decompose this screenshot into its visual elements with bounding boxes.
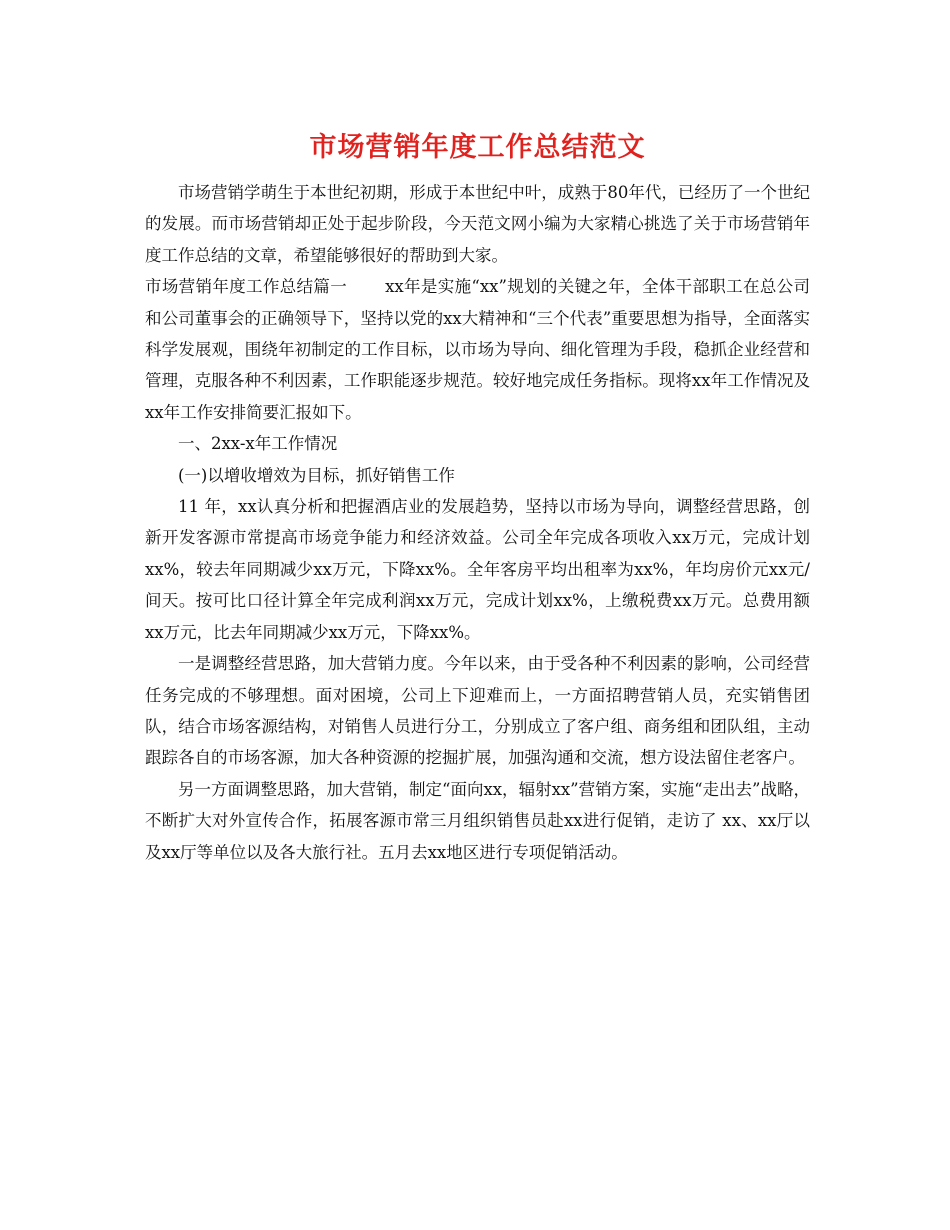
section-text: xx年是实施“xx”规划的关键之年，全体干部职工在总公司和公司董事会的正确领导下，坚持以党的xx大精神和“三个代表”重要思想为指导，全面落实科学发展观，围绕年初制定的工作目标，以市场为导向、细化管理为手段，稳抓企业经营和管理，克服各种不利因素，工作职能逐步规范。较好地完成任务指标。现将xx年工作情况及xx年工作安排简要汇报如下。 [145,277,811,422]
paragraph-promotion: 另一方面调整思路，加大营销，制定“面向xx，辐射xx”营销方案，实施“走出去”战略，不断扩大对外宣传合作，拓展客源市常三月组织销售员赴xx进行促销，走访了 xx、xx厅以及xx厅等单位以及各大旅行社。五月去xx地区进行专项促销活动。 [145,779,810,862]
document-body [145,177,810,868]
paragraph-marketing-strategy: 一是调整经营思路，加大营销力度。今年以来，由于受各种不利因素的影响，公司经营任务完成的不够理想。面对困境，公司上下迎难而上，一方面招聘营销人员，充实销售团队，结合市场客源结构，对销售人员进行分工，分别成立了客户组、商务组和团队组，主动跟踪各自的市场客源，加大各种资源的挖掘扩展，加强沟通和交流，想方设法留住老客户。 [145,654,810,768]
intro-paragraph: 市场营销学萌生于本世纪初期，形成于本世纪中叶，成熟于80年代，已经历了一个世纪的发展。而市场营销却正处于起步阶段，今天范文网小编为大家精心挑选了关于市场营销年度工作总结的文章，希望能够很好的帮助到大家。 [145,183,810,265]
section-label: 市场营销年度工作总结篇一 [145,277,348,297]
paragraph-annual-results: 11 年，xx认真分析和把握酒店业的发展趋势，坚持以市场为导向，调整经营思路，创新开发客源市常提高市场竞争能力和经济效益。公司全年完成各项收入xx万元，完成计划xx%，较去年同期减少xx万元，下降xx%。全年客房平均出租率为xx%，年均房价元xx元/间天。按可比口径计算全年完成利润xx万元，完成计划xx%，上缴税费xx万元。总费用额xx万元，比去年同期减少xx万元，下降xx%。 [145,497,810,642]
section-paragraph [145,271,810,428]
document-title: 市场营销年度工作总结范文 [309,132,646,163]
heading-work-status: 一、2xx-x年工作情况 [178,434,338,454]
heading-sales-work: (一)以增收增效为目标，抓好销售工作 [178,465,455,485]
